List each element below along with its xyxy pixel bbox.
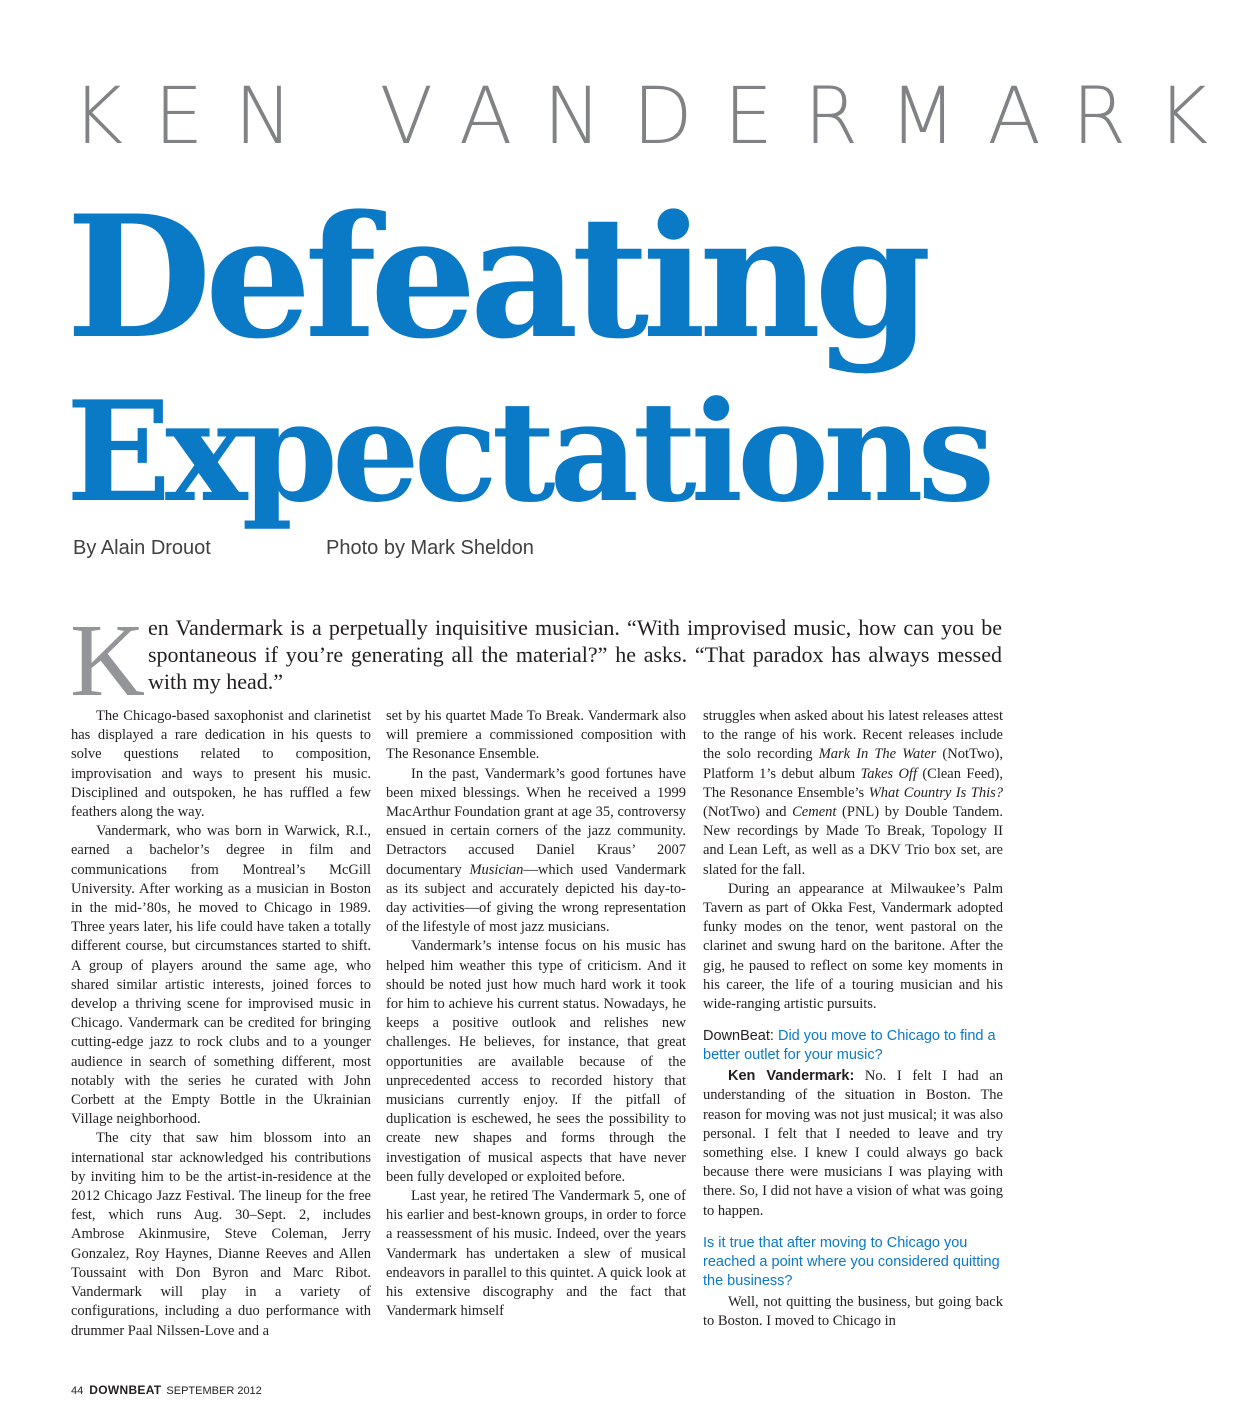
lede-paragraph: en Vandermark is a perpetually inquisitive musician. “With improvised music, how can you be spontaneous if you’re generating all the material?” he asks. “That paradox has always messed with my head.”: [148, 615, 1002, 694]
kicker-title: KEN VANDERMARK: [72, 72, 1239, 162]
body-paragraph: During an appearance at Milwaukee’s Palm Tavern as part of Okka Fest, Vandermark adopted funky modes on the tenor, went pastoral on the clarinet and swung hard on the baritone. After the gig, he paused to reflect on some key moments in his career, the life of a touring musician and his wide-ranging artistic pursuits.: [703, 880, 1003, 1013]
headline-line-1: Defeating: [66, 178, 925, 376]
body-paragraph: Vandermark, who was born in Warwick, R.I., earned a bachelor’s degree in film and communications from Montreal’s McGill University. After working as a musician in Boston in the mid-’80s, he moved to Chicago in 1989. Three years later, his life could have taken a totally different course, but circumstances started to shift. A group of players around the same age, who shared similar artistic interests, joined forces to develop a thriving scene for improvised music in Chicago. Vandermark can be credited for bringing cutting-edge jazz to rock clubs and to a younger audience in search of something different, most notably with the series he curated with John Corbett at the Empty Bottle in the Ukrainian Village neighborhood.: [71, 823, 371, 1128]
body-paragraph: Vandermark’s intense focus on his music has helped him weather this type of criticism. And it should be noted just how much hard work it took for him to achieve his current status. Nowadays, he keeps a positive outlook and relishes new challenges. He believes, for instance, that great opportunities are available because of the unprecedented access to recorded history that musicians currently enjoy. If the pitfall of duplication is eschewed, he sees the possibility to create new shapes and forms through the investigation of musical aspects that have never been fully developed or exploited before.: [386, 938, 686, 1185]
magazine-brand: DOWNBEAT: [89, 1383, 162, 1397]
body-paragraph: struggles when asked about his latest releases attest to the range of his work. Recent releases include the solo recording Mark In The Water (NotTwo), Platform 1’s debut album Takes Off (Clean Feed), The Resonance Ensemble’s What Country Is This? (NotTwo) and Cement (PNL) by Double Tandem. New recordings by Made To Break, Topology II and Lean Left, as well as a DKV Trio box set, are slated for the fall.: [703, 708, 1004, 878]
album-title: Mark In The Water: [818, 746, 937, 763]
headline-line-2: Expectations: [66, 370, 990, 533]
page-footer: [71, 1383, 262, 1397]
body-paragraph: Last year, he retired The Vandermark 5, one of his earlier and best-known groups, in order to force a reassessment of his music. Indeed, over the years Vandermark has undertaken a slew of musical endeavors in parallel to this quintet. A quick look at his extensive discography and the fact that Vandermark himself: [386, 1188, 686, 1320]
interview-answer: Ken Vandermark: No. I felt I had an understanding of the situation in Boston. The reason for moving was not just musical; it was also personal. I felt that I needed to leave and try something else. I knew I could always go back because there were musicians I was playing with there. So, I did not have a vision of what was going to happen.: [703, 1068, 1003, 1219]
issue-date: SEPTEMBER 2012: [166, 1385, 262, 1397]
album-title: Takes Off: [860, 765, 917, 782]
question-speaker-label: DownBeat:: [703, 1028, 774, 1045]
body-paragraph: In the past, Vandermark’s good fortunes have been mixed blessings. When he received a 1999 MacArthur Foundation grant at age 35, controversy ensued in certain corners of the jazz community. Detractors accused Daniel Kraus’ 2007 documentary Musician—which used Vandermark as its subject and accurately depicted his day-to-day activities—of giving the wrong representation of the lifestyle of most jazz musicians.: [386, 765, 686, 936]
body-paragraph: set by his quartet Made To Break. Vandermark also will premiere a commissioned composition with The Resonance Ensemble.: [386, 708, 686, 763]
film-title: Musician: [469, 861, 524, 878]
article-column-3: [703, 707, 1003, 1331]
byline-photo-credit: Photo by Mark Sheldon: [326, 537, 534, 559]
byline-author: By Alain Drouot: [73, 537, 211, 559]
interview-question: DownBeat: Did you move to Chicago to find a better outlet for your music?: [703, 1028, 996, 1064]
album-title: Cement: [792, 804, 837, 821]
body-paragraph: The city that saw him blossom into an international star acknowledged his contributions by inviting him to be the artist-in-residence at the 2012 Chicago Jazz Festival. The lineup for the free fest, which runs Aug. 30–Sept. 2, includes Ambrose Akinmusire, Steve Coleman, Jerry Gonzalez, Roy Haynes, Dianne Reeves and Allen Toussaint with Don Byron and Marc Ribot. Vandermark will play in a variety of configurations, including a duo performance with drummer Paal Nilssen-Love and a: [71, 1130, 371, 1339]
album-title: What Country Is This?: [868, 784, 1004, 801]
body-paragraph: The Chicago-based saxophonist and clarinetist has displayed a rare dedication in his quests to solve questions related to composition, improvisation and ways to present his music. Disciplined and outspoken, he has ruffled a few feathers along the way.: [71, 708, 371, 821]
answer-speaker-label: Ken Vandermark:: [728, 1068, 855, 1085]
drop-cap: K: [70, 603, 146, 718]
article-column-2: [386, 707, 686, 1322]
interview-question: Is it true that after moving to Chicago you reached a point where you considered quitting the business?: [703, 1234, 1000, 1289]
page-number: 44: [71, 1385, 84, 1397]
interview-answer: Well, not quitting the business, but going back to Boston. I moved to Chicago in: [703, 1293, 1003, 1330]
article-column-1: [71, 707, 371, 1341]
